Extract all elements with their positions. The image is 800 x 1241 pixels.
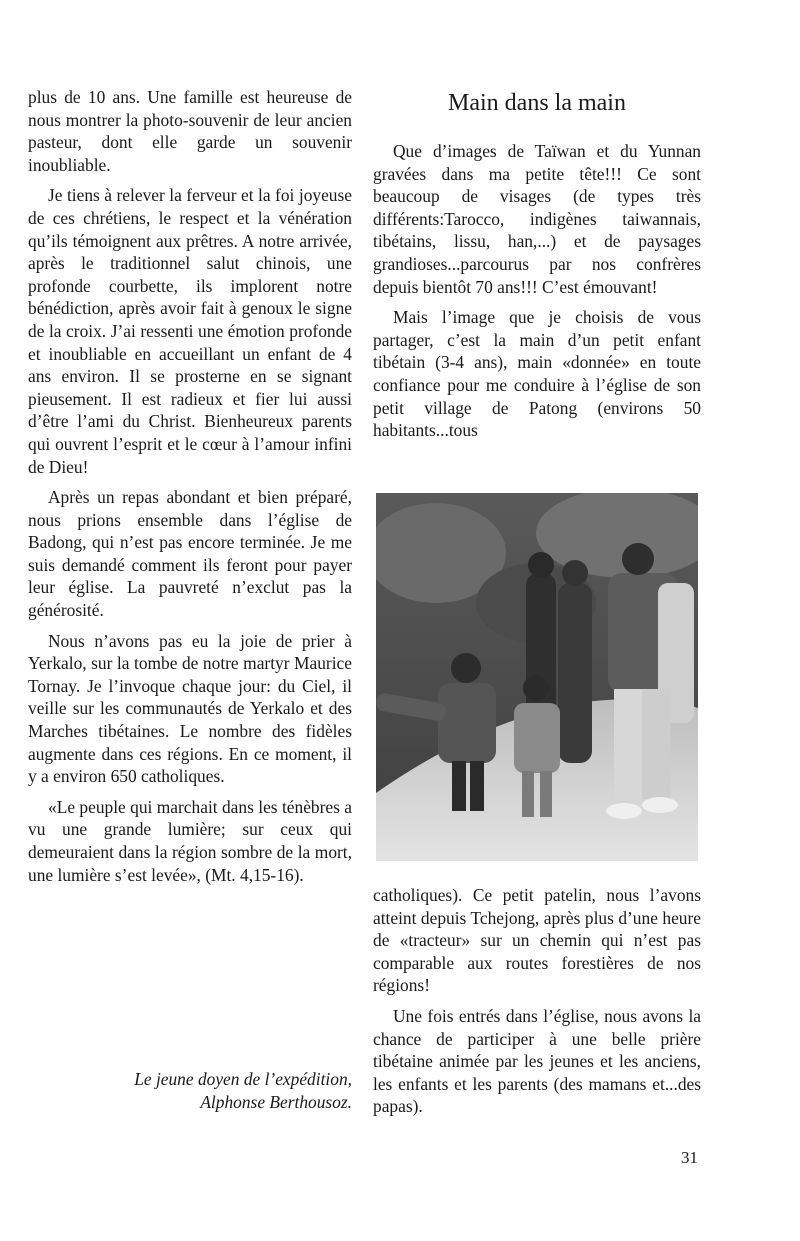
right-paragraph-2: Mais l’image que je choisis de vous partager, c’est la main d’un petit enfant tibétain (3-4 ans), main «donnée» en toute confiance pour me conduire à l’église de son petit village de Patong (environs 50 habitants...tous — [373, 307, 701, 441]
page-number: 31 — [681, 1148, 698, 1167]
photo-children-on-path — [376, 493, 698, 861]
signature-title: Le jeune doyen de l’expédition, — [134, 1069, 352, 1089]
left-paragraph-3: Après un repas abondant et bien préparé, nous prions ensemble dans l’église de Badong, qui n’est pas encore terminée. Je me suis demandé comment ils feront pour payer leur église. La pauvreté n’exclut pas la générosité. — [28, 487, 352, 621]
child-leg — [470, 761, 484, 811]
article-heading: Main dans la main — [448, 90, 626, 116]
man-shoe — [606, 803, 642, 819]
left-paragraph-5: «Le peuple qui marchait dans les ténèbres a vu une grande lumière; sur ceux qui demeuraient dans la région sombre de la mort, une lumière s’est levée», (Mt. 4,15-16). — [28, 796, 352, 885]
small-child-jacket — [514, 703, 560, 773]
right-paragraph-3: catholiques). Ce petit patelin, nous l’avons atteint depuis Tchejong, après plus d’une heure de «tracteur» sur un chemin qui n’est pas comparable aux routes forestières de nos régions! — [373, 885, 701, 996]
child-leg — [452, 761, 466, 811]
right-paragraph-1: Que d’images de Taïwan et du Yunnan gravées dans ma petite tête!!! Ce sont beaucoup de visages (de types très différents:Tarocco, indigènes taiwannais, tibétains, lissu, han,...) et de paysages grandioses...parcourus par nos confrères depuis bientôt 70 ans!!! C’est émouvant! — [373, 141, 701, 297]
small-child-leg — [540, 771, 552, 817]
signature-author: Alphonse Berthousoz. — [200, 1091, 352, 1112]
small-child-leg — [522, 771, 534, 817]
left-paragraph-4: Nous n’avons pas eu la joie de prier à Yerkalo, sur la tombe de notre martyr Maurice Tornay. Je l’invoque chaque jour: du Ciel, il veille sur les communautés de Yerkalo et des Marches tibétaines. Le nombre des fidèles augmente dans ces régions. En ce moment, il y a environ 650 catholiques. — [28, 630, 352, 787]
adult-head — [528, 552, 554, 578]
man-shoe — [642, 797, 678, 813]
child-jacket — [438, 683, 496, 763]
left-paragraph-2: Je tiens à relever la ferveur et la foi joyeuse de ces chrétiens, le respect et la vénération qu’ils témoignent aux prêtres. A notre arrivée, après le traditionnel salut chinois, une profonde courbette, ils implorent notre bénédiction, après avoir fait à genoux le signe de la croix. J’ai ressenti une émotion profonde et inoubliable en accueillant un enfant de 4 ans environ. Il se prosterne en se signant pieusement. Il est radieux et fier lui aussi d’être l’ami du Christ. Bienheureux parents qui ouvrent l’esprit et le cœur à l’amour infini de Dieu! — [28, 185, 352, 477]
right-column-top — [373, 140, 701, 450]
small-child-head — [523, 675, 549, 701]
right-column-bottom — [373, 884, 701, 1126]
man-leg — [614, 689, 642, 799]
child-head — [451, 653, 481, 683]
adult-figure — [558, 583, 592, 763]
left-paragraph-1: plus de 10 ans. Une famille est heureuse de nous montrer la photo-souvenir de leur ancien pasteur, dont elle garde un souvenir inoubliable. — [28, 87, 352, 175]
man-head — [622, 543, 654, 575]
adult-head — [562, 560, 588, 586]
signature — [28, 1068, 352, 1113]
right-paragraph-4: Une fois entrés dans l’église, nous avons la chance de participer à une belle prière tibétaine animée par les jeunes et les anciens, les enfants et les parents (des mamans et...des papas). — [373, 1005, 701, 1117]
left-column — [28, 86, 352, 894]
photo-illustration — [376, 493, 698, 861]
man-leg — [642, 689, 670, 799]
